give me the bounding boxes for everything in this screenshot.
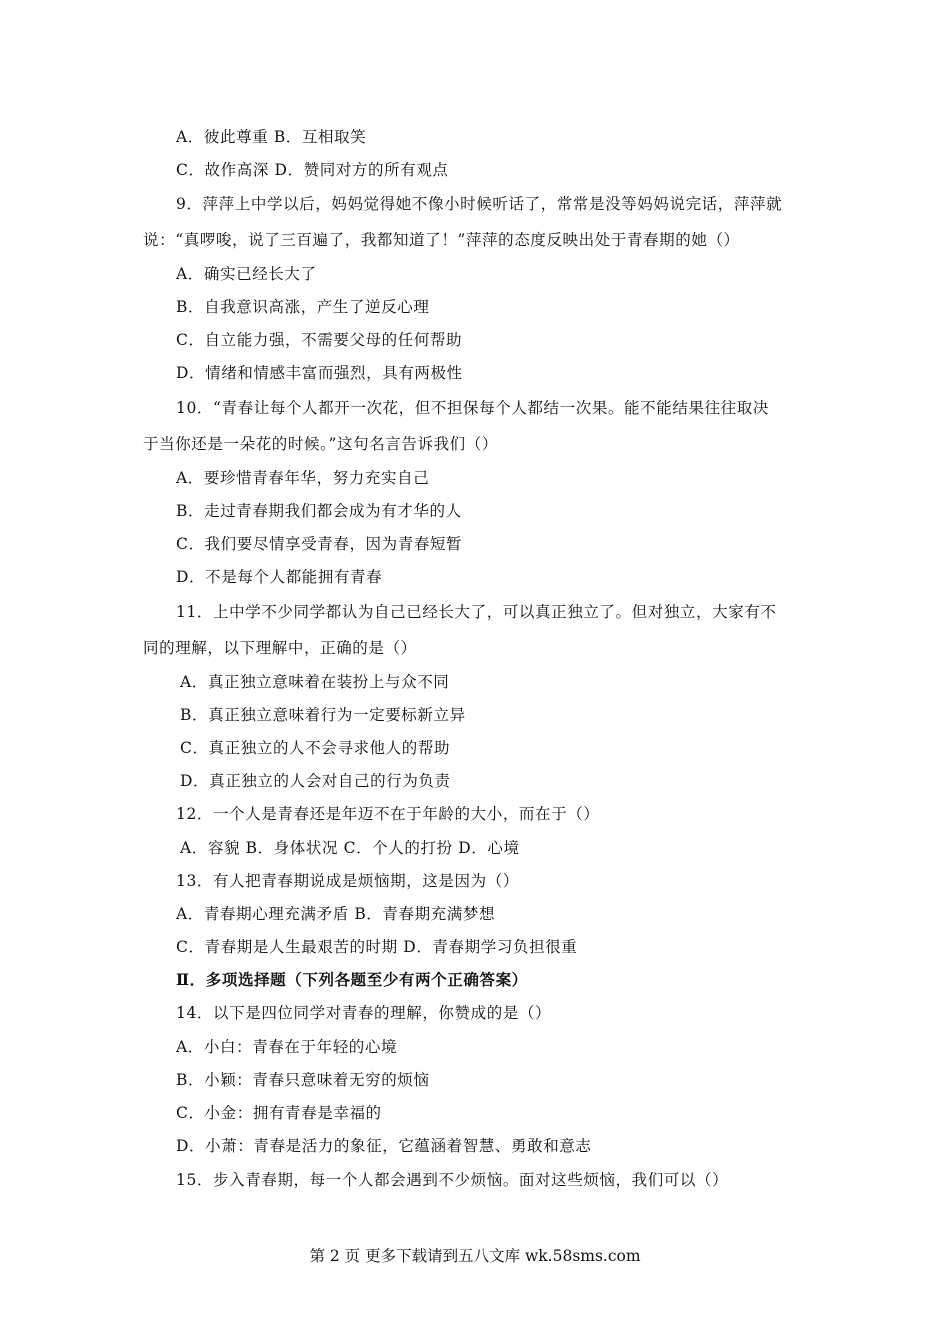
- option-line: A．容貌 B．身体状况 C．个人的打扮 D．心境: [180, 839, 520, 857]
- option-line: C．青春期是人生最艰苦的时期 D．青春期学习负担很重: [176, 938, 578, 956]
- option-line: A．彼此尊重 B．互相取笑: [176, 128, 367, 146]
- option-line: D．真正独立的人会对自己的行为负责: [180, 772, 451, 790]
- question-9-stem: 9．萍萍上中学以后，妈妈觉得她不像小时候听话了，常常是没等妈妈说完话，萍萍就: [176, 195, 783, 213]
- question-14-stem: 14．以下是四位同学对青春的理解，你赞成的是（）: [176, 1004, 552, 1022]
- option-line: D．小萧：青春是活力的象征，它蕴涵着智慧、勇敢和意志: [176, 1137, 592, 1155]
- option-line: B．小颖：青春只意味着无穷的烦恼: [176, 1071, 430, 1089]
- option-line: B．走过青春期我们都会成为有才华的人: [176, 502, 462, 520]
- option-line: B．真正独立意味着行为一定要标新立异: [180, 706, 466, 724]
- option-line: C．真正独立的人不会寻求他人的帮助: [180, 739, 451, 757]
- option-line: A．确实已经长大了: [176, 265, 317, 283]
- option-line: C．我们要尽情享受青春，因为青春短暂: [176, 535, 463, 553]
- option-line: D．不是每个人都能拥有青春: [176, 568, 383, 586]
- question-9-stem-cont: 说：“真啰唆，说了三百遍了，我都知道了！”萍萍的态度反映出处于青春期的她（）: [143, 231, 740, 249]
- question-11-stem: 11．上中学不少同学都认为自己已经长大了，可以真正独立了。但对独立，大家有不: [176, 603, 777, 621]
- question-15-stem: 15．步入青春期，每一个人都会遇到不少烦恼。面对这些烦恼，我们可以（）: [176, 1171, 729, 1189]
- option-line: C．自立能力强，不需要父母的任何帮助: [176, 331, 463, 349]
- option-line: A．青春期心理充满矛盾 B．青春期充满梦想: [176, 905, 496, 923]
- section-heading: Ⅱ．多项选择题（下列各题至少有两个正确答案）: [176, 970, 528, 989]
- question-10-stem: 10．“青春让每个人都开一次花，但不担保每个人都结一次果。能不能结果往往取决: [176, 399, 769, 417]
- option-line: B．自我意识高涨，产生了逆反心理: [176, 298, 430, 316]
- question-13-stem: 13．有人把青春期说成是烦恼期，这是因为（）: [176, 872, 519, 890]
- option-line: D．情绪和情感丰富而强烈，具有两极性: [176, 364, 463, 382]
- option-line: A．要珍惜青春年华，努力充实自己: [176, 469, 430, 487]
- question-10-stem-cont: 于当你还是一朵花的时候。”这句名言告诉我们（）: [143, 435, 498, 453]
- question-11-stem-cont: 同的理解，以下理解中，正确的是（）: [143, 639, 417, 657]
- option-line: C．故作高深 D．赞同对方的所有观点: [176, 161, 449, 179]
- option-line: A．真正独立意味着在装扮上与众不同: [180, 673, 450, 691]
- option-line: C．小金：拥有青春是幸福的: [176, 1104, 382, 1122]
- question-12-stem: 12．一个人是青春还是年迈不在于年龄的大小，而在于（）: [176, 805, 600, 823]
- page-footer: 第 2 页 更多下载请到五八文库 wk.58sms.com: [309, 1247, 641, 1265]
- option-line: A．小白：青春在于年轻的心境: [176, 1038, 398, 1056]
